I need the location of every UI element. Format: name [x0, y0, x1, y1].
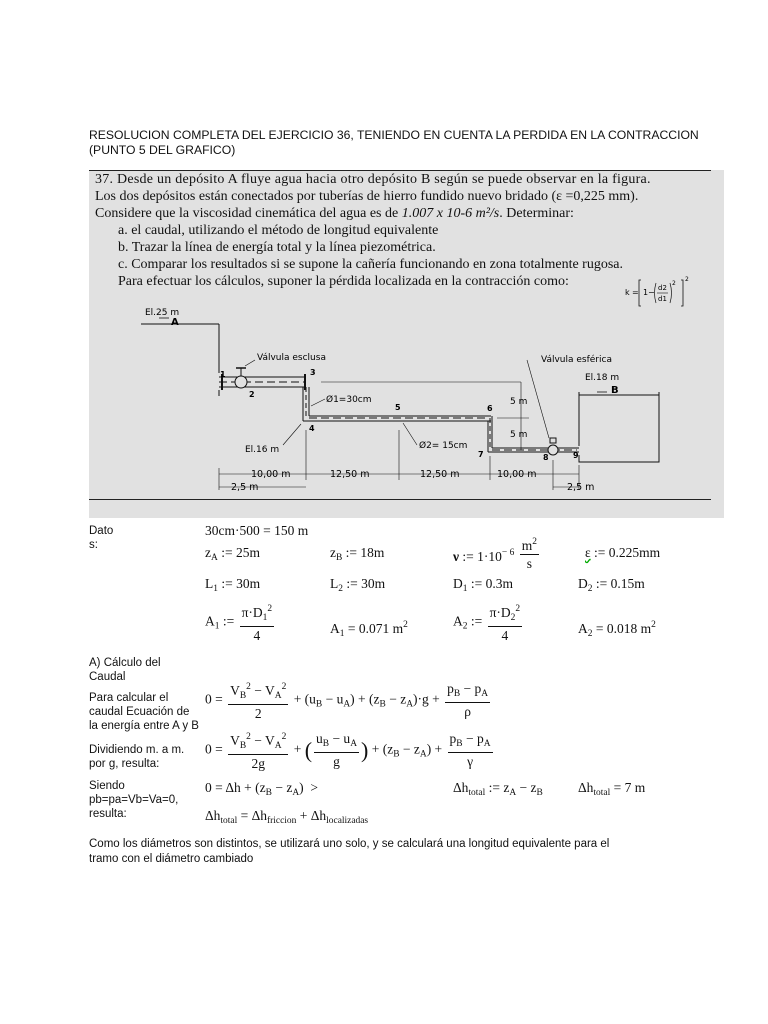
item-d: Para efectuar los cálculos, suponer la pérdida localizada en la contracción como:	[118, 274, 569, 289]
head-loss-eq-1: $0 = \Delta h + (z_B - z_A)$ >	[205, 780, 318, 798]
eq-a2-val: $A_2 = 0.018$ $m^2$	[578, 620, 656, 639]
nu-value: 1·10	[477, 549, 502, 565]
dim-10m-b: 10,00 m	[497, 469, 537, 480]
k-minus: −	[648, 288, 655, 297]
point-6: 6	[487, 404, 493, 413]
label-el25: El.25 m	[145, 308, 180, 318]
k-symbol: k	[625, 288, 630, 297]
header-line-2: (PUNTO 5 DEL GRAFICO)	[89, 143, 236, 157]
problem-line-3	[95, 205, 715, 222]
header-line-1: RESOLUCION COMPLETA DEL EJERCICIO 36, TENIENDO EN CUENTA LA PERDIDA EN LA CONTRACCION	[89, 128, 699, 142]
head-loss-total-val: $\Delta h_{total} = 7$ m	[578, 780, 646, 798]
point-1: 1	[220, 370, 226, 379]
ball-valve	[548, 445, 558, 455]
point-2: 2	[249, 390, 255, 399]
label-d1: Ø1=30cm	[326, 395, 372, 405]
dim-2-5m-right: 2,5 m	[567, 482, 595, 493]
ball-valve-top	[550, 438, 556, 443]
label-el18: El.18 m	[585, 373, 620, 383]
problem-line-3-text: Considere que la viscosidad cinemática del agua es de	[95, 206, 402, 221]
eq-za: $z_A$ := 25m	[205, 545, 260, 563]
problem-line-1: 37. Desde un depósito A fluye agua hacia otro depósito B según se puede observar en la figura.	[95, 172, 651, 187]
label-el16: El.16 m	[245, 445, 280, 455]
dim-10m-a: 10,00 m	[251, 469, 291, 480]
k-equals: =	[632, 288, 639, 297]
leader-d1	[311, 399, 325, 406]
problem-line-2: Los dos depósitos están conectados por tuberías de hierro fundido nuevo bridado (ε =0,225 mm).	[95, 189, 639, 204]
dim-12-5m-b: 12,50 m	[420, 469, 460, 480]
point-8: 8	[543, 453, 549, 462]
eq-d2: $D_2$ := 0.15m	[578, 576, 645, 594]
total-length: 30cm·500 = 150 m	[205, 523, 309, 538]
head-loss-total-def: $\Delta h_{total}$ := $z_A - z_B$	[453, 780, 543, 798]
point-3: 3	[310, 368, 316, 377]
leader-esferica	[527, 360, 549, 438]
energy-equation-text: Para calcular el caudal Ecuación de la energía entre A y B	[89, 692, 199, 732]
divide-text: Dividiendo m. a m. por g, resulta:	[89, 744, 185, 770]
label-tank-a: A	[171, 317, 179, 328]
problem-line-3-end: . Determinar:	[499, 206, 574, 221]
tank-b-walls	[579, 392, 659, 462]
energy-equation-2: 0 = $\frac{V_B^2 - V_A^2}{2g}$ + ( $\frac{u_B - u_A}{g}$ ) + $(z_B - z_A)$ + $\frac{p_B - p_A}{\gamma}$	[205, 731, 491, 771]
k-outer-exp: 2	[685, 276, 689, 283]
eq-a1-val: $A_1 = 0.071$ $m^2$	[330, 620, 408, 639]
siendo-text: Siendo pb=pa=Vb=Va=0, resulta:	[89, 780, 179, 820]
footer-note	[89, 837, 709, 867]
eq-zb: $z_B$ := 18m	[330, 545, 385, 563]
eq-eps: ε := 0.225mm	[585, 545, 661, 560]
eps-value: 0.225mm	[608, 545, 661, 560]
leader-esclusa	[245, 360, 255, 366]
za-value: 25m	[235, 545, 260, 560]
eq-a2-def: $A_2$ := $\frac{\pi\cdot D_2^2}{4}$	[453, 604, 521, 643]
head-loss-split: $\Delta h_{total} = \Delta h_{friccion} + \Delta h_{localizadas}$	[205, 808, 369, 826]
page-header	[89, 128, 729, 158]
item-b: b. Trazar la línea de energía total y la línea piezométrica.	[118, 240, 436, 255]
viscosity-value: 1.007 x 10-6 m²/s	[401, 206, 500, 221]
point-9: 9	[573, 451, 579, 460]
a2-value: 0.018	[606, 621, 638, 636]
nu-exponent: − 6	[501, 548, 515, 559]
point-4: 4	[309, 424, 315, 433]
label-datos: Dato s:	[89, 525, 114, 551]
k-inner-exp: 2	[672, 280, 676, 287]
zb-value: 18m	[360, 545, 385, 560]
item-c: c. Comparar los resultados si se supone la cañería funcionando en zona totalmente rugosa.	[118, 257, 624, 272]
footer-line-2: tramo con el diámetro cambiado	[89, 853, 254, 865]
label-height-5b: 5 m	[510, 430, 528, 440]
point-7: 7	[478, 450, 484, 459]
dh-total-value: 7 m	[624, 780, 646, 795]
section-a-title: A) Cálculo del Caudal	[89, 657, 161, 683]
k-denominator: d1	[658, 295, 667, 303]
energy-equation-1: 0 = $\frac{V_B^2 - V_A^2}{2}$ + $(u_B - u_A) + (z_B - z_A)\cdot g$ + $\frac{p_B - p_A}{\rho}$	[205, 681, 489, 721]
point-5: 5	[395, 403, 401, 412]
dim-2-5m-left: 2,5 m	[231, 482, 259, 493]
k-one: 1	[643, 288, 649, 297]
a1-value: 0.071	[358, 621, 390, 636]
label-height-5a: 5 m	[510, 397, 528, 407]
item-a: a. el caudal, utilizando el método de longitud equivalente	[118, 223, 439, 238]
l2-value: 30m	[361, 576, 386, 591]
gate-valve	[235, 376, 247, 388]
pipe-system-figure	[89, 300, 724, 500]
eq-d1: $D_1$ := 0.3m	[453, 576, 513, 594]
eq-l2: $L_2$ := 30m	[330, 576, 386, 594]
problem-statement	[95, 171, 715, 290]
k-numerator: d2	[658, 284, 667, 292]
eq-nu: ν := $1\cdot 10^{- 6}$ $\frac{m^2}{s}$	[453, 537, 537, 571]
footer-line-1: Como los diámetros son distintos, se utilizará uno solo, y se calculará una longitud equivalente para el	[89, 838, 610, 850]
label-d2: Ø2= 15cm	[419, 441, 468, 451]
l1-value: 30m	[236, 576, 261, 591]
eq-a1-def: $A_1$ := $\frac{\pi\cdot D_1^2}{4}$	[205, 604, 273, 643]
label-valvula-esferica: Válvula esférica	[541, 355, 612, 365]
label-valvula-esclusa: Válvula esclusa	[257, 353, 326, 363]
eq-l1: $L_1$ := 30m	[205, 576, 261, 594]
d2-value: 0.15m	[610, 576, 645, 591]
d1-value: 0.3m	[485, 576, 513, 591]
label-tank-b: B	[611, 385, 619, 396]
leader-el16	[283, 424, 301, 445]
leader-d2	[403, 423, 417, 445]
dim-12-5m-a: 12,50 m	[330, 469, 370, 480]
